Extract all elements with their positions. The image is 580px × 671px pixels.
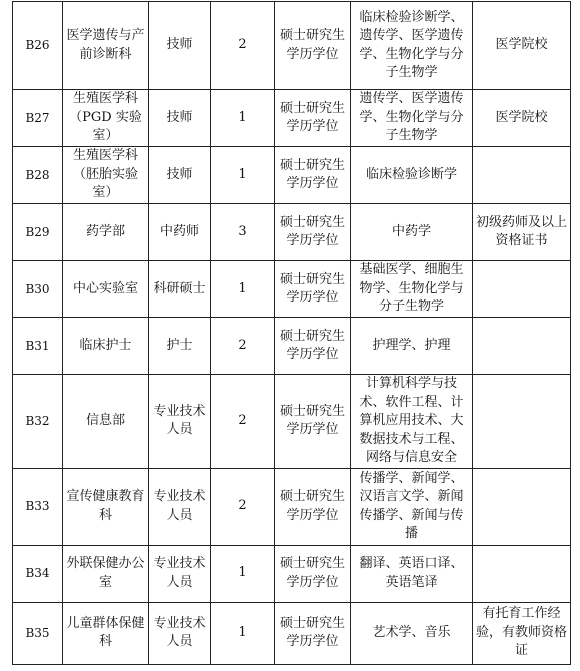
table-row <box>13 468 571 545</box>
table-row <box>13 204 571 261</box>
education: 硕士研究生学历学位 <box>275 261 351 318</box>
headcount: 1 <box>211 602 275 664</box>
table-row <box>13 2 571 90</box>
table-row <box>13 147 571 204</box>
post-title: 专业技术人员 <box>149 468 211 545</box>
other-requirements <box>473 318 571 375</box>
major: 中药学 <box>351 204 473 261</box>
major: 临床检验诊断学、遗传学、医学遗传学、生物化学与分子生物学 <box>351 2 473 90</box>
headcount: 1 <box>211 147 275 204</box>
table-row <box>13 602 571 664</box>
recruitment-table <box>12 1 571 665</box>
education: 硕士研究生学历学位 <box>275 204 351 261</box>
post-title: 科研硕士 <box>149 261 211 318</box>
department: 临床护士 <box>63 318 149 375</box>
position-code: B32 <box>13 375 63 469</box>
position-code: B35 <box>13 602 63 664</box>
education: 硕士研究生学历学位 <box>275 2 351 90</box>
post-title: 中药师 <box>149 204 211 261</box>
headcount: 1 <box>211 545 275 602</box>
department: 外联保健办公室 <box>63 545 149 602</box>
other-requirements <box>473 261 571 318</box>
position-code: B30 <box>13 261 63 318</box>
other-requirements <box>473 468 571 545</box>
post-title: 技师 <box>149 147 211 204</box>
position-code: B29 <box>13 204 63 261</box>
headcount: 2 <box>211 318 275 375</box>
major: 临床检验诊断学 <box>351 147 473 204</box>
table-row <box>13 90 571 147</box>
education: 硕士研究生学历学位 <box>275 468 351 545</box>
other-requirements <box>473 147 571 204</box>
post-title: 技师 <box>149 90 211 147</box>
other-requirements <box>473 375 571 469</box>
other-requirements: 医学院校 <box>473 2 571 90</box>
position-code: B27 <box>13 90 63 147</box>
education: 硕士研究生学历学位 <box>275 147 351 204</box>
major: 翻译、英语口译、英语笔译 <box>351 545 473 602</box>
position-code: B26 <box>13 2 63 90</box>
position-code: B33 <box>13 468 63 545</box>
headcount: 3 <box>211 204 275 261</box>
headcount: 2 <box>211 468 275 545</box>
other-requirements: 有托育工作经验，有教师资格证 <box>473 602 571 664</box>
table-row <box>13 545 571 602</box>
department: 儿童群体保健科 <box>63 602 149 664</box>
major: 护理学、护理 <box>351 318 473 375</box>
headcount: 2 <box>211 2 275 90</box>
department: 信息部 <box>63 375 149 469</box>
position-code: B31 <box>13 318 63 375</box>
education: 硕士研究生学历学位 <box>275 602 351 664</box>
department: 生殖医学科（胚胎实验室） <box>63 147 149 204</box>
education: 硕士研究生学历学位 <box>275 545 351 602</box>
department: 中心实验室 <box>63 261 149 318</box>
table-row <box>13 318 571 375</box>
recruitment-table-container <box>12 1 570 665</box>
position-code: B34 <box>13 545 63 602</box>
department: 药学部 <box>63 204 149 261</box>
other-requirements: 医学院校 <box>473 90 571 147</box>
headcount: 1 <box>211 90 275 147</box>
post-title: 专业技术人员 <box>149 545 211 602</box>
headcount: 1 <box>211 261 275 318</box>
other-requirements: 初级药师及以上资格证书 <box>473 204 571 261</box>
post-title: 专业技术人员 <box>149 375 211 469</box>
major: 遗传学、医学遗传学、生物化学与分子生物学 <box>351 90 473 147</box>
headcount: 2 <box>211 375 275 469</box>
table-row <box>13 261 571 318</box>
post-title: 护士 <box>149 318 211 375</box>
major: 计算机科学与技术、软件工程、计算机应用技术、大数据技术与工程、网络与信息安全 <box>351 375 473 469</box>
department: 医学遗传与产前诊断科 <box>63 2 149 90</box>
education: 硕士研究生学历学位 <box>275 318 351 375</box>
department: 宣传健康教育科 <box>63 468 149 545</box>
major: 艺术学、音乐 <box>351 602 473 664</box>
department: 生殖医学科（PGD 实验室） <box>63 90 149 147</box>
major: 传播学、新闻学、汉语言文学、新闻传播学、新闻与传播 <box>351 468 473 545</box>
table-row <box>13 375 571 469</box>
education: 硕士研究生学历学位 <box>275 90 351 147</box>
major: 基础医学、细胞生物学、生物化学与分子生物学 <box>351 261 473 318</box>
position-code: B28 <box>13 147 63 204</box>
post-title: 技师 <box>149 2 211 90</box>
other-requirements <box>473 545 571 602</box>
post-title: 专业技术人员 <box>149 602 211 664</box>
education: 硕士研究生学历学位 <box>275 375 351 469</box>
